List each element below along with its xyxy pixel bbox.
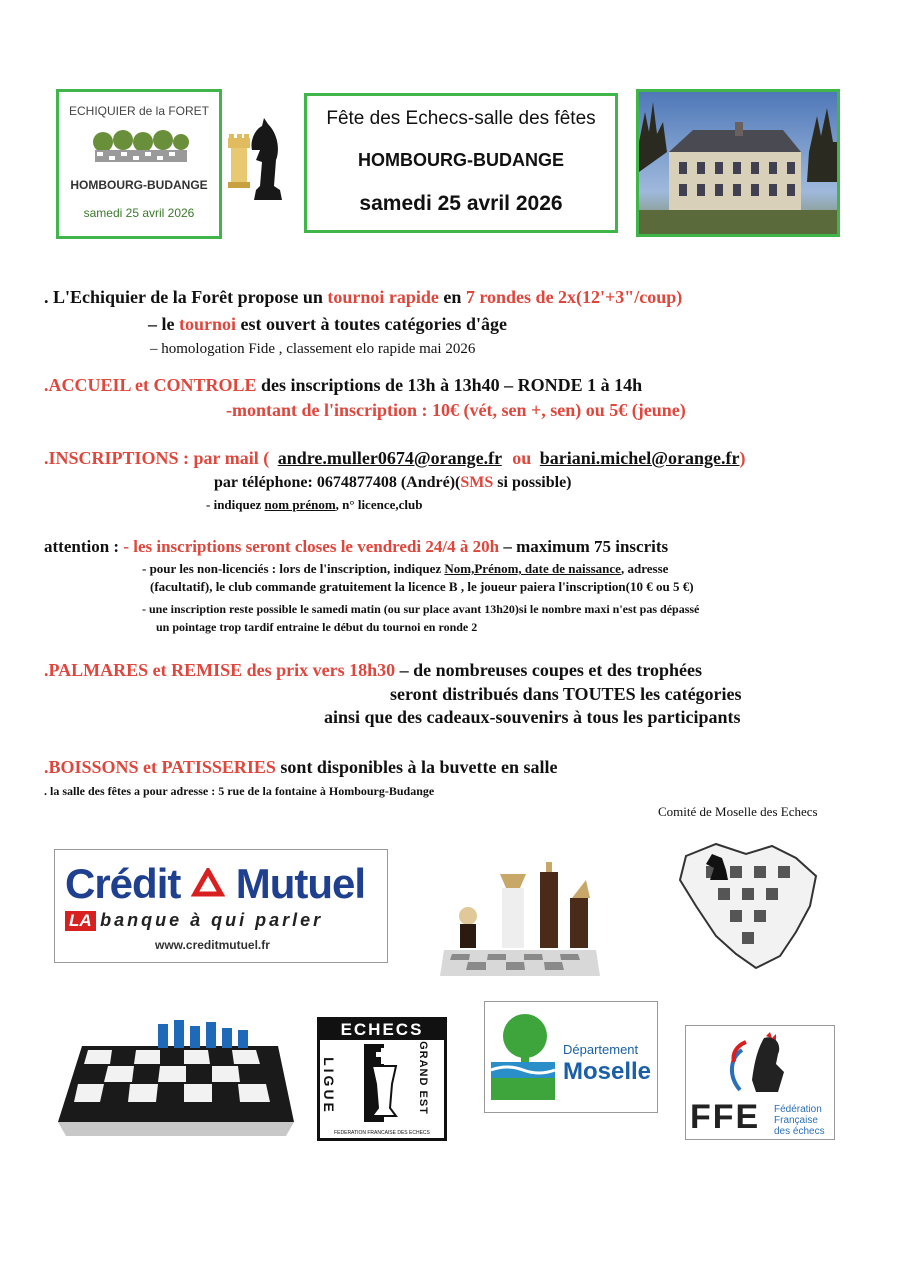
late-registration-line: - une inscription reste possible le samedi matin (ou sur place avant 13h20)si le nombre maxi n'est pas dépassé [142, 602, 700, 616]
blue-pieces-icon [158, 1020, 248, 1048]
event-title: Fête des Echecs-salle des fêtes [326, 108, 596, 129]
tournament-type: tournoi rapide [327, 287, 439, 307]
tournament-intro [44, 287, 682, 308]
ronde-start: RONDE 1 à 14h [517, 375, 643, 395]
chess-pawn-icon [459, 907, 477, 948]
indiquez-suffix: , n° licence,club [335, 497, 423, 512]
tournament-cadence: 7 rondes de 2x(12'+3"/coup) [465, 287, 683, 307]
indiquez-text: - indiquez [206, 497, 265, 512]
inscriptions-line [44, 448, 746, 469]
licence-line: (facultatif), le club commande gratuitement la licence B , le joueur paiera l'inscription(10 € ou 5 €) [150, 579, 694, 594]
chess-pieces-illustration [224, 116, 286, 208]
open-dash: – le [148, 314, 179, 334]
palmares-line-3: ainsi que des cadeaux-souvenirs à tous les participants [324, 707, 741, 727]
indiquez-line [206, 497, 422, 513]
credit-url[interactable]: www.creditmutuel.fr [155, 938, 270, 952]
rook-icon [228, 134, 250, 188]
palmares-line-2: seront distribués dans TOUTES les catégories [390, 684, 742, 704]
moselle-name: Moselle [563, 1058, 652, 1085]
non-licencies-line [142, 561, 668, 577]
attention-label: attention : [44, 537, 124, 556]
palmares-line [44, 660, 702, 681]
event-date: samedi 25 avril 2026 [359, 192, 563, 215]
chess-king-icon [540, 862, 558, 948]
ligue-left: LIGUE [320, 1057, 337, 1115]
accueil-hours: des inscriptions de 13h à 13h40 – [256, 375, 518, 395]
chess-knight-icon [570, 880, 590, 948]
moselle-departement: Département [563, 1042, 639, 1057]
ligue-grand-est-logo [317, 1017, 447, 1141]
tournament-open [148, 314, 507, 335]
ligue-bottom: FEDERATION FRANCAISE DES ECHECS [334, 1130, 430, 1136]
chess-trees-icon [91, 130, 191, 164]
credit-la-badge: LA [65, 911, 96, 931]
ligue-top: ECHECS [320, 1020, 444, 1040]
knight-icon [251, 118, 282, 200]
salle-address: . la salle des fêtes a pour adresse : 5 rue de la fontaine à Hombourg-Budange [44, 784, 435, 798]
late-pointage-line: un pointage trop tardif entraine le début du tournoi en ronde 2 [156, 620, 478, 634]
phone-text: par téléphone: 0674877408 (André)( [214, 474, 461, 491]
ou-text: ou [512, 448, 532, 468]
credit-brand-2: Mutuel [235, 860, 366, 907]
palmares-heading: .PALMARES et REMISE des prix vers 18h30 [44, 660, 396, 680]
moselle-chess-map [676, 836, 826, 972]
departement-moselle-logo [484, 1001, 658, 1113]
accueil-fee: -montant de l'inscription : 10€ (vét, sen +, sen) ou 5€ (jeune) [226, 400, 686, 420]
attention-line [44, 537, 668, 557]
email-michel-link[interactable]: bariani.michel@orange.fr [539, 448, 740, 468]
accueil-line [44, 375, 642, 396]
ffe-line-2: Française [774, 1115, 818, 1126]
chess-set-photo [440, 838, 600, 978]
ligue-right: GRAND EST [416, 1041, 429, 1115]
required-fields: Nom,Prénom, date de naissance [444, 561, 621, 576]
event-title-box [304, 93, 618, 233]
chess-board-photo [58, 1018, 294, 1136]
club-date: samedi 25 avril 2026 [83, 206, 195, 220]
open-tournoi: tournoi [179, 314, 237, 334]
email-andre-link[interactable]: andre.muller0674@orange.fr [277, 448, 502, 468]
sms-text: SMS [460, 474, 494, 491]
king-icon [364, 1044, 404, 1122]
palmares-text: – de nombreuses coupes et des trophées [395, 660, 703, 680]
tree-icon [491, 1010, 561, 1102]
phone-line [214, 474, 572, 492]
boissons-line [44, 757, 557, 778]
credit-mutuel-logo [54, 849, 388, 963]
closing-date: - les inscriptions seront closes le vendredi 24/4 à 20h [123, 537, 500, 556]
comite-moselle: Comité de Moselle des Echecs [658, 804, 818, 819]
club-logo-box [56, 89, 222, 239]
ffe-line-1: Fédération [774, 1104, 822, 1115]
intro-text: . L'Echiquier de la Forêt propose un [44, 287, 328, 307]
credit-brand-1: Crédit [65, 860, 181, 907]
credit-mutuel-icon [191, 868, 225, 902]
intro-en: en [438, 287, 466, 307]
boissons-text: sont disponibles à la buvette en salle [275, 757, 558, 777]
ffe-short: FFE [690, 1098, 761, 1136]
open-text: est ouvert à toutes catégories d'âge [236, 314, 507, 334]
club-town: HOMBOURG-BUDANGE [70, 178, 208, 192]
phone-suffix: si possible) [493, 474, 572, 491]
club-name: ECHIQUIER de la FORET [68, 104, 210, 118]
rooster-icon [716, 1032, 806, 1098]
castle-photo [636, 89, 840, 237]
boissons-heading: .BOISSONS et PATISSERIES [44, 757, 276, 777]
tournament-homologation: – homologation Fide , classement elo rapide mai 2026 [150, 341, 476, 357]
non-licencies-text: - pour les non-licenciés : lors de l'inscription, indiquez [142, 561, 445, 576]
chess-queen-icon [500, 874, 526, 948]
ffe-line-3: des échecs [774, 1126, 825, 1137]
ffe-logo [685, 1025, 835, 1140]
inscriptions-heading: .INSCRIPTIONS : par mail ( [44, 448, 270, 468]
adresse-text: , adresse [620, 561, 669, 576]
credit-slogan: banque à qui parler [100, 910, 324, 930]
max-players: – maximum 75 inscrits [499, 537, 669, 556]
close-paren: ) [739, 448, 746, 468]
nom-prenom: nom prénom [264, 497, 336, 512]
accueil-heading: .ACCUEIL et CONTROLE [44, 375, 257, 395]
event-town: HOMBOURG-BUDANGE [358, 150, 564, 170]
